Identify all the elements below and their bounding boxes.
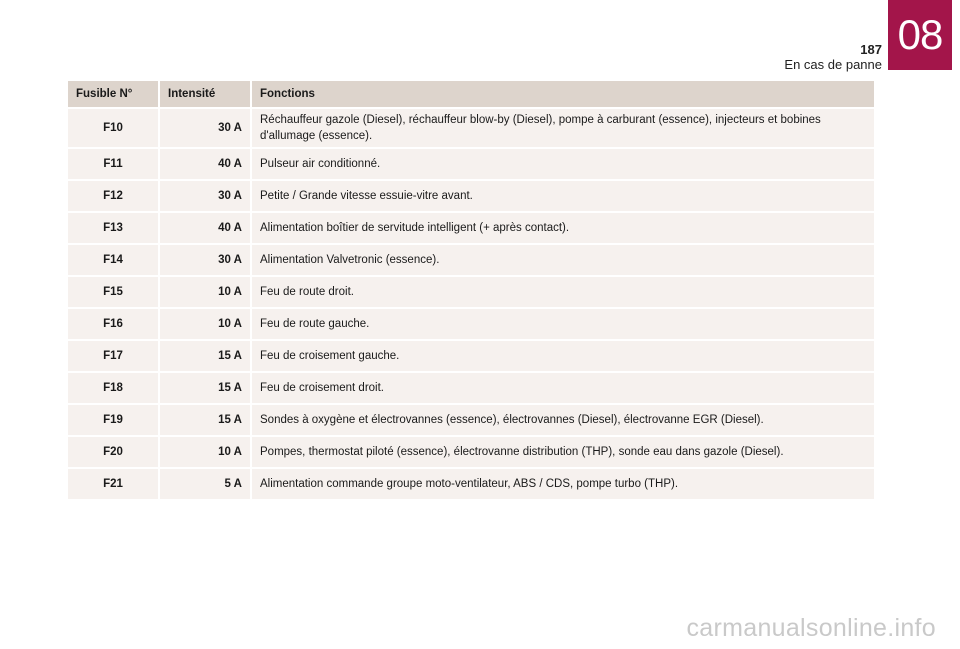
table-row [68, 373, 874, 403]
fuse-table [68, 79, 874, 501]
fuse-number: F19 [68, 405, 158, 435]
fuse-number: F10 [68, 109, 158, 147]
fuse-number: F15 [68, 277, 158, 307]
table-row [68, 277, 874, 307]
table-row [68, 437, 874, 467]
column-header-fuse: Fusible N° [68, 81, 158, 107]
fuse-amperage: 10 A [158, 309, 250, 339]
fuse-amperage: 15 A [158, 373, 250, 403]
fuse-function: Alimentation commande groupe moto-ventilateur, ABS / CDS, pompe turbo (THP). [250, 469, 874, 499]
fuse-number: F14 [68, 245, 158, 275]
fuse-function: Alimentation boîtier de servitude intelligent (+ après contact). [250, 213, 874, 243]
fuse-amperage: 40 A [158, 213, 250, 243]
table-row [68, 213, 874, 243]
column-header-amperage: Intensité [158, 81, 250, 107]
fuse-number: F20 [68, 437, 158, 467]
watermark: carmanualsonline.info [686, 614, 936, 642]
fuse-amperage: 10 A [158, 437, 250, 467]
table-row [68, 181, 874, 211]
table-row [68, 341, 874, 371]
fuse-function: Petite / Grande vitesse essuie-vitre avant. [250, 181, 874, 211]
table-row [68, 149, 874, 179]
fuse-number: F16 [68, 309, 158, 339]
fuse-amperage: 30 A [158, 181, 250, 211]
fuse-function: Feu de route droit. [250, 277, 874, 307]
table-row [68, 405, 874, 435]
fuse-number: F12 [68, 181, 158, 211]
fuse-amperage: 5 A [158, 469, 250, 499]
table-row [68, 469, 874, 499]
table-row [68, 109, 874, 147]
fuse-amperage: 10 A [158, 277, 250, 307]
fuse-function: Feu de route gauche. [250, 309, 874, 339]
fuse-function: Alimentation Valvetronic (essence). [250, 245, 874, 275]
table-row [68, 245, 874, 275]
fuse-function: Sondes à oxygène et électrovannes (essence), électrovannes (Diesel), électrovanne EGR (Diesel). [250, 405, 874, 435]
fuse-amperage: 15 A [158, 405, 250, 435]
page-number: 187 [860, 42, 882, 57]
table-header-row [68, 81, 874, 107]
fuse-function: Pulseur air conditionné. [250, 149, 874, 179]
fuse-number: F11 [68, 149, 158, 179]
fuse-amperage: 40 A [158, 149, 250, 179]
fuse-number: F18 [68, 373, 158, 403]
fuse-amperage: 30 A [158, 109, 250, 147]
fuse-number: F21 [68, 469, 158, 499]
column-header-functions: Fonctions [250, 81, 874, 107]
fuse-function: Feu de croisement droit. [250, 373, 874, 403]
fuse-number: F13 [68, 213, 158, 243]
fuse-function: Pompes, thermostat piloté (essence), électrovanne distribution (THP), sonde eau dans gazole (Diesel). [250, 437, 874, 467]
section-title: En cas de panne [784, 57, 882, 72]
fuse-amperage: 30 A [158, 245, 250, 275]
fuse-amperage: 15 A [158, 341, 250, 371]
fuse-number: F17 [68, 341, 158, 371]
fuse-function: Feu de croisement gauche. [250, 341, 874, 371]
chapter-tab: 08 [888, 0, 952, 70]
fuse-function: Réchauffeur gazole (Diesel), réchauffeur blow-by (Diesel), pompe à carburant (essence), injecteurs et bobines d'allumage (essence). [250, 109, 874, 147]
fuse-table-body [68, 109, 874, 499]
table-row [68, 309, 874, 339]
